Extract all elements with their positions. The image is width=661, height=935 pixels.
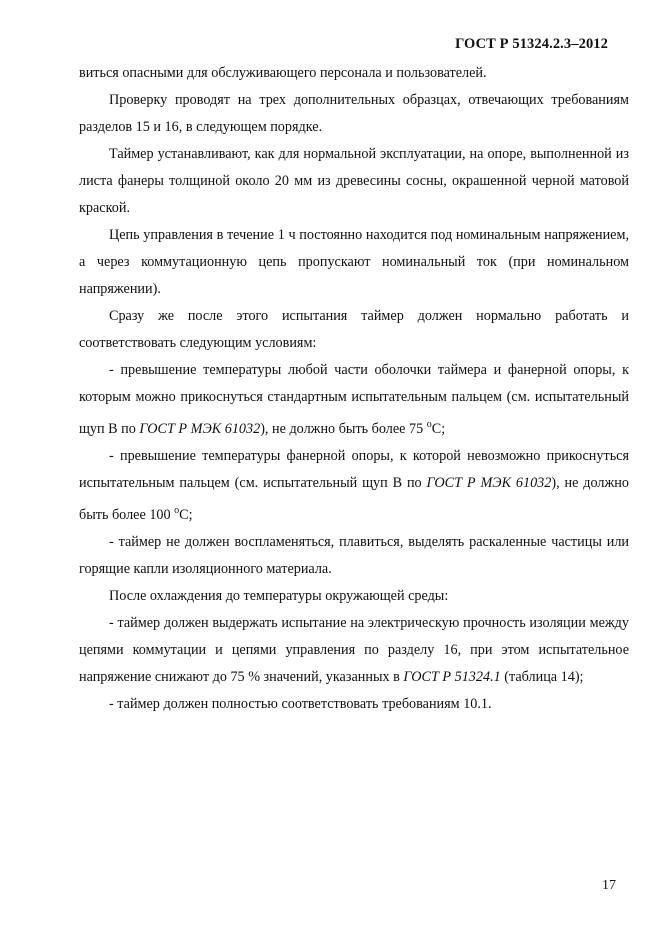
standard-reference: ГОСТ Р 51324.1	[403, 669, 501, 685]
degree-sign: о	[426, 419, 432, 430]
paragraph-samples: Проверку проводят на трех дополнительных образцах, отвечающих требованиям разделов 15 и 16, в следующем порядке.	[79, 92, 629, 135]
document-header: ГОСТ Р 51324.2.3–2012	[455, 36, 608, 52]
paragraph-condition-no-ignition: - таймер не должен воспламеняться, плавиться, выделять раскаленные частицы или горящие капли изоляционного материала.	[79, 534, 629, 577]
standard-reference: ГОСТ Р МЭК 61032	[139, 421, 261, 437]
paragraph-control-circuit: Цепь управления в течение 1 ч постоянно находится под номинальным напряжением, а через коммутационную цепь пропускают номинальный ток (при номинальном напряжении).	[79, 227, 629, 297]
document-body	[79, 60, 629, 718]
paragraph-mounting: Таймер устанавливают, как для нормальной эксплуатации, на опоре, выполненной из листа фанеры толщиной около 20 мм из древесины сосны, окрашенной черной матовой краской.	[79, 146, 629, 216]
paragraph-dielectric-test: - таймер должен выдержать испытание на электрическую прочность изоляции между цепями коммутации и цепями управления по разделу 16, при этом испытательное напряжение снижают до 75 % значений, указанных в ГОСТ Р 51324.1 (таблица 14);	[79, 615, 629, 685]
paragraph-after-cooling: После охлаждения до температуры окружающей среды:	[109, 588, 449, 604]
paragraph-compliance: - таймер должен полностью соответствовать требованиям 10.1.	[109, 696, 492, 712]
paragraph-continuation: виться опасными для обслуживающего персонала и пользователей.	[79, 65, 487, 81]
paragraph-condition-accessible-parts: - превышение температуры любой части оболочки таймера и фанерной опоры, к которым можно прикоснуться стандартным испытательным пальцем (см. испытательный щуп В по ГОСТ Р МЭК 61032), не должно быть более 75 $^о$С;	[79, 362, 629, 437]
paragraph-conditions-intro: Сразу же после этого испытания таймер должен нормально работать и соответствовать следующим условиям:	[79, 308, 629, 351]
page-number: 17	[602, 878, 616, 893]
degree-sign: о	[174, 505, 180, 516]
paragraph-condition-inaccessible-parts: - превышение температуры фанерной опоры, к которой невозможно прикоснуться испытательным пальцем (см. испытательный щуп В по ГОСТ Р МЭК 61032), не должно быть более 100 $^о$С;	[79, 448, 629, 523]
standard-reference: ГОСТ Р МЭК 61032	[426, 475, 552, 491]
